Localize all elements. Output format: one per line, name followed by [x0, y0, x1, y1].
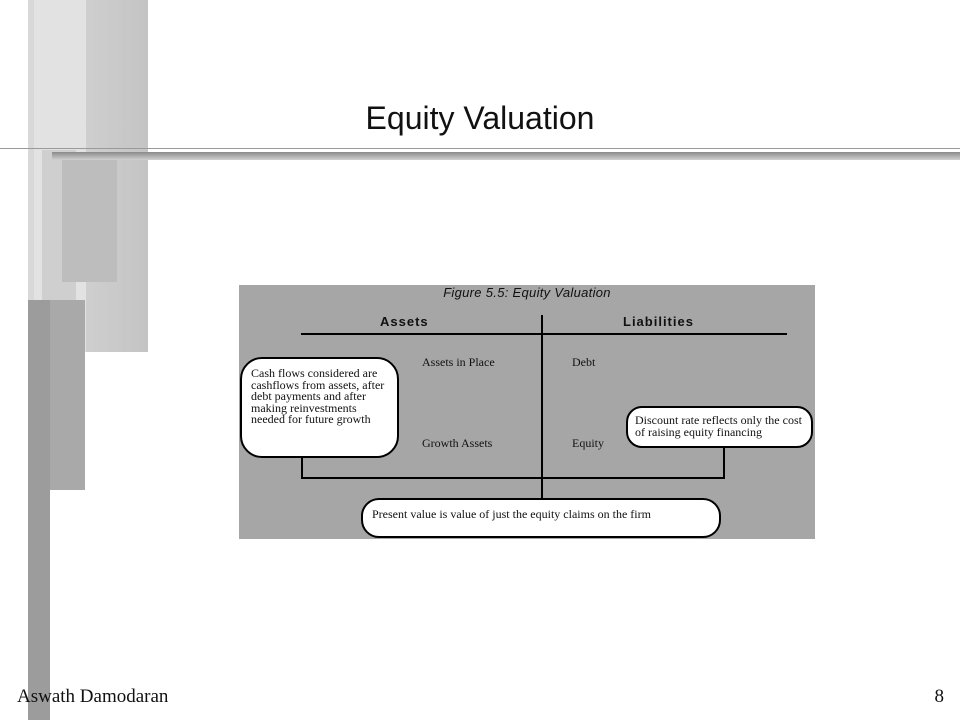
page-number: 8	[934, 686, 944, 707]
deco-bar-left-strip	[28, 300, 50, 720]
discount-rate-note-bubble: Discount rate reflects only the cost of raising equity financing	[626, 406, 813, 448]
present-value-note-bubble: Present value is value of just the equity claims on the firm	[361, 498, 721, 538]
header-rule	[301, 333, 787, 335]
equity-valuation-figure	[239, 285, 815, 539]
growth-assets-label: Growth Assets	[422, 436, 493, 450]
debt-label: Debt	[572, 355, 596, 369]
figure-caption: Figure 5.5: Equity Valuation	[443, 285, 611, 300]
slide-title: Equity Valuation	[365, 100, 595, 136]
assets-in-place-label: Assets in Place	[422, 355, 495, 369]
left-connector	[301, 455, 303, 479]
center-divider	[541, 315, 543, 499]
title-underline-thin	[0, 148, 960, 149]
cashflow-note-bubble: Cash flows considered are cashflows from assets, after debt payments and after making reinvestments needed for future growth	[240, 357, 399, 458]
deco-bar-lower	[46, 300, 85, 490]
liabilities-heading: Liabilities	[623, 314, 694, 329]
equity-label: Equity	[572, 436, 604, 450]
deco-bar-inner	[62, 160, 117, 282]
author-footer: Aswath Damodaran	[17, 686, 169, 707]
assets-heading: Assets	[380, 314, 429, 329]
bottom-connector	[301, 477, 725, 479]
right-connector	[723, 443, 725, 479]
title-underline	[52, 152, 960, 160]
